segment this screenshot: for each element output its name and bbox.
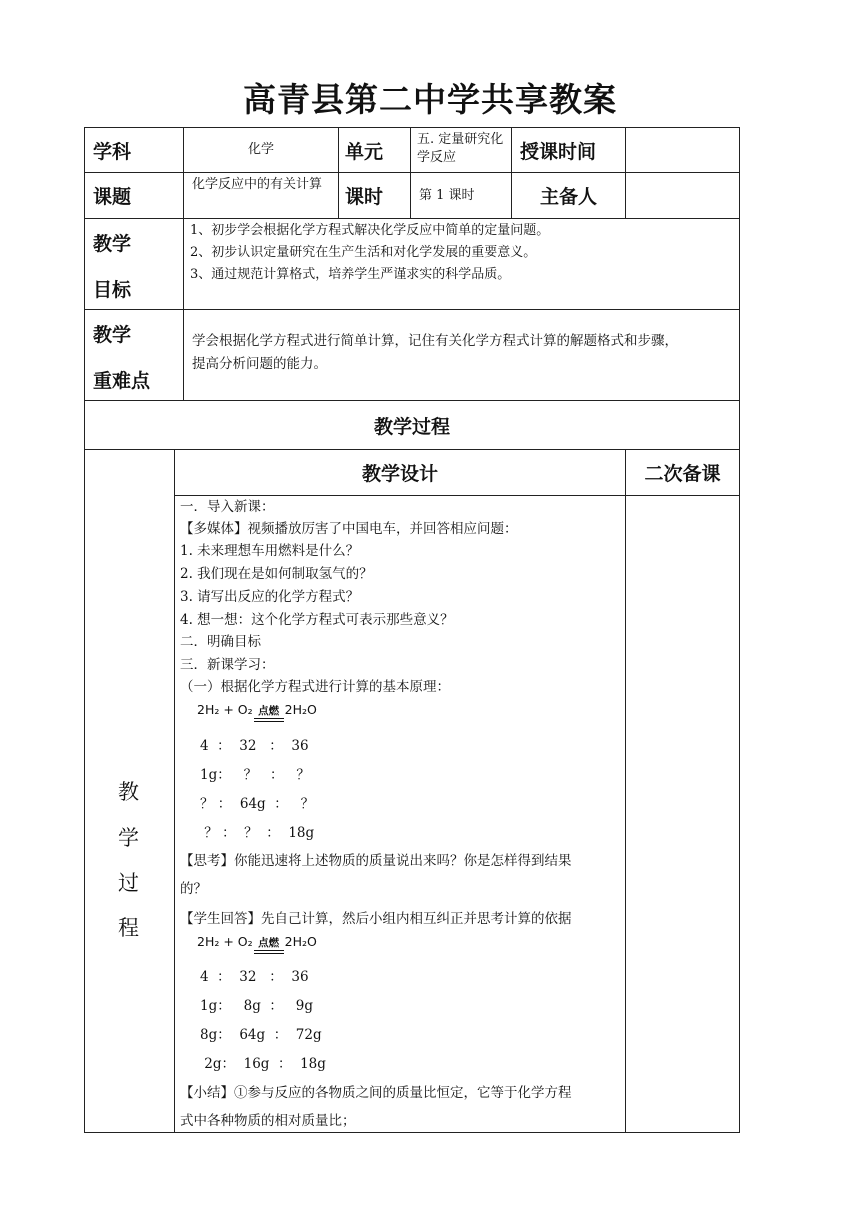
difficulty-label-1: 教学 <box>93 324 132 346</box>
equation-1 <box>197 700 317 722</box>
equation-left: 2H₂ + O₂ <box>197 934 253 949</box>
side-char: 教 <box>118 780 139 804</box>
objectives-label-1: 教学 <box>93 233 132 255</box>
condition-label: 点燃 <box>258 937 280 949</box>
ratio-row: 4 ： 32 ： 36 <box>200 969 309 985</box>
summary-line-1: 【小结】①参与反应的各物质之间的质量比恒定，它等于化学方程 <box>180 1085 572 1101</box>
difficulty-text-2: 提高分析问题的能力。 <box>192 356 327 372</box>
subject-value: 化学 <box>183 127 338 173</box>
equals-bar <box>254 950 284 954</box>
think-line-2: 的？ <box>180 881 207 897</box>
period-label: 课时 <box>338 173 410 219</box>
condition-label: 点燃 <box>258 705 280 717</box>
objective-item: 3、通过规范计算格式，培养学生严谨求实的科学品质。 <box>190 267 511 282</box>
ratio-row: 2g： 16g ： 18g <box>200 1056 326 1072</box>
unit-label: 单元 <box>338 127 410 173</box>
reaction-condition <box>254 705 284 722</box>
preparer-value <box>625 173 740 219</box>
objectives-label <box>84 219 183 310</box>
side-char: 程 <box>118 916 139 940</box>
difficulty-label <box>84 310 183 401</box>
side-char: 学 <box>118 826 139 850</box>
objective-item: 2、初步认识定量研究在生产生活和对化学发展的重要意义。 <box>190 245 537 260</box>
subject-label: 学科 <box>84 127 183 173</box>
multimedia-line: 【多媒体】视频播放厉害了中国电车，并回答相应问题： <box>180 521 518 537</box>
student-answer-line: 【学生回答】先自己计算，然后小组内相互纠正并思考计算的依据 <box>180 911 572 927</box>
new-lesson-heading: 三．新课学习： <box>180 657 275 673</box>
summary-line-2: 式中各种物质的相对质量比； <box>180 1113 356 1129</box>
topic-label: 课题 <box>84 173 183 219</box>
ratio-row: ？ ： 64g ： ？ <box>200 796 315 812</box>
think-line-1: 【思考】你能迅速将上述物质的质量说出来吗？你是怎样得到结果 <box>180 853 572 869</box>
equals-bar <box>254 718 284 722</box>
equation-left: 2H₂ + O₂ <box>197 702 253 717</box>
reaction-condition <box>254 937 284 954</box>
question-4: 4. 想一想：这个化学方程式可表示那些意义？ <box>180 612 454 628</box>
second-prep-content <box>625 496 740 1133</box>
side-char: 过 <box>118 871 139 895</box>
ratio-row: 4 ： 32 ： 36 <box>200 738 309 754</box>
difficulty-content <box>183 310 740 401</box>
time-value <box>625 127 740 173</box>
question-3: 3. 请写出反应的化学方程式？ <box>180 589 360 605</box>
difficulty-label-2: 重难点 <box>93 370 151 392</box>
equation-right: 2H₂O <box>284 934 317 949</box>
second-prep-header: 二次备课 <box>625 450 740 496</box>
process-title: 教学过程 <box>84 401 740 450</box>
design-header: 教学设计 <box>174 450 625 496</box>
ratio-row: 1g： 8g ： 9g <box>200 998 314 1014</box>
time-label: 授课时间 <box>511 127 625 173</box>
page-title: 高青县第二中学共享教案 <box>243 80 617 119</box>
difficulty-text-1: 学会根据化学方程式进行简单计算，记住有关化学方程式计算的解题格式和步骤， <box>192 333 678 349</box>
intro-heading: 一．导入新课： <box>180 499 275 515</box>
question-2: 2. 我们现在是如何制取氢气的？ <box>180 566 373 582</box>
objectives-label-2: 目标 <box>93 279 132 301</box>
unit-value: 五. 定量研究化学反应 <box>410 127 511 173</box>
question-1: 1. 未来理想车用燃料是什么？ <box>180 543 360 559</box>
ratio-row: 8g： 64g ： 72g <box>200 1027 322 1043</box>
preparer-label: 主备人 <box>511 173 625 219</box>
ratio-row: ？ ： ？ ： 18g <box>200 825 315 841</box>
objective-item: 1、初步学会根据化学方程式解决化学反应中简单的定量问题。 <box>190 223 550 238</box>
equation-right: 2H₂O <box>284 702 317 717</box>
objectives-content <box>183 219 740 310</box>
ratio-row: 1g： ？ ： ？ <box>200 767 310 783</box>
period-value: 第 1 课时 <box>410 173 511 219</box>
principle-heading: （一）根据化学方程式进行计算的基本原理： <box>180 679 450 695</box>
topic-value: 化学反应中的有关计算 <box>183 173 338 219</box>
equation-2 <box>197 932 317 954</box>
goals-heading: 二．明确目标 <box>180 634 261 650</box>
